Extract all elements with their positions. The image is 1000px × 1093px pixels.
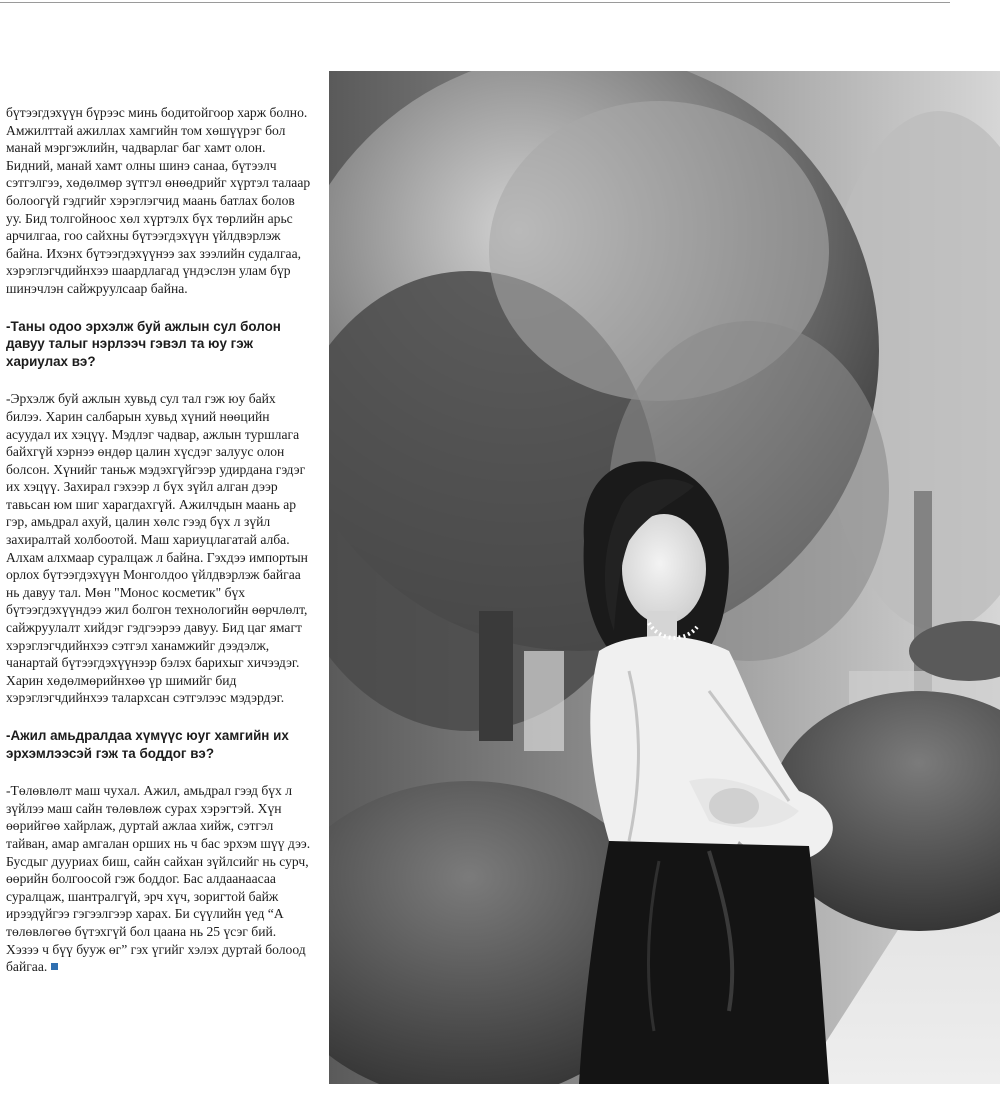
interview-question: -Таны одоо эрхэлж буй ажлын сул болон давуу талыг нэрлээч гэвэл та юу гэж хариулах вэ? [6, 318, 281, 369]
interview-question: -Ажил амьдралдаа хүмүүс юуг хамгийн их эрхэмлээсэй гэж та боддог вэ? [6, 728, 289, 761]
article-paragraph: -Эрхэлж буй ажлын хувьд сул тал гэж юу байх билээ. Харин салбарын хувьд хүний нөөцийн асуудал их хэцүү. Мэдлэг чадвар, ажлын туршлага байхгүй хэрнээ өндөр цалин хүсдэг залуус олон болсон. Хүнийг таньж мэдэхгүйгээр удирдана гэдэг их хэцүү. Захирал гэхээр л бүх зүйл алган дээр тавьсан юм шиг харагдахгүй. Ажилчдын маань ар гэр, амьдрал ахуй, цалин хөлс гээд бүх л зүйл захиралтай холбоотой. Маш хариуцлагатай алба. Алхам алхмаар суралцаж л байна. Гэхдээ импортын орлох бүтээгдэхүүн Монголдоо үйлдвэрлэж байгаа нь давуу тал. Мөн "Монос косметик" бүх бүтээгдэхүүндээ жил болгон технологийн өөрчлөлт, сайжруулалт хийдэг гэдгээрээ давуу. Бид цаг ямагт хэрэглэгчдийнхээ сэтгэл ханамжийг дээдэлж, чанартай бүтээгдэхүүнээр бэлэх барихыг хичээдэг. Харин хөдөлмөрийнхөө үр шимийг бид хэрэглэгчдийнхээ талархсан сэтгэлээс мэдэрдэг. [6, 391, 308, 706]
woman-black-skirt [579, 841, 829, 1084]
article-paragraph-last [6, 782, 312, 976]
tree-support [524, 651, 564, 751]
article-text-column [6, 104, 312, 996]
top-divider [0, 2, 950, 3]
end-of-article-mark-icon [51, 963, 58, 970]
tree-trunk [479, 611, 513, 741]
article-paragraph-text: -Төлөвлөлт маш чухал. Ажил, амьдрал гээд бүх л зүйлээ маш сайн төлөвлөж сурах хэрэгтэй. Хүн өөрийгөө хайрлаж, дуртай ажлаа хийж, сэтгэл тайван, амар амгалан орших нь ч бас эрхэм шүү дээ. Бусдыг дууриах биш, сайн сайхан зүйлсийг нь сурч, өөрийн болгоосой гэж боддог. Бас алдаанаасаа суралцаж, шантралгүй, эрч хүч, зоригтой байж ирээдүйгээ гэгээлгээр харах. Би сүүлийн үед “А төлөвлөгөө бүтэхгүй бол цаана нь 25 үсэг бий. Хэзээ ч бүү бууж өг” гэх үгийг хэлэх дуртай болоод байгаа. [6, 783, 311, 975]
woman-hand [709, 788, 759, 824]
article-paragraph: бүтээгдэхүүн бүрээс минь бодитойгоор харж болно. Амжилттай ажиллах хамгийн том хөшүүрэг бол манай мэргэжлийн, чадварлаг баг хамт олон. Бидний, манай хамт олны шинэ санаа, бүтээлч сэтгэлгээ, хөдөлмөр зүтгэл өнөөдрийг хүртэл талаар болоогүй гэдгийг хэрэглэгчид маань батлах болов уу. Бид толгойноос хөл хүртэлх бүх төрлийн арьс арчилгаа, гоо сайхны бүтээгдэхүүн үйлдвэрлэж байна. Ихэнх бүтээгдэхүүнээ зах зээлийн судалгаа, хэрэглэгчдийнхээ шаардлагад үндэслэн улам бүр шинэчлэн сайжруулсаар байна. [6, 105, 311, 296]
portrait-photo [329, 71, 1000, 1084]
